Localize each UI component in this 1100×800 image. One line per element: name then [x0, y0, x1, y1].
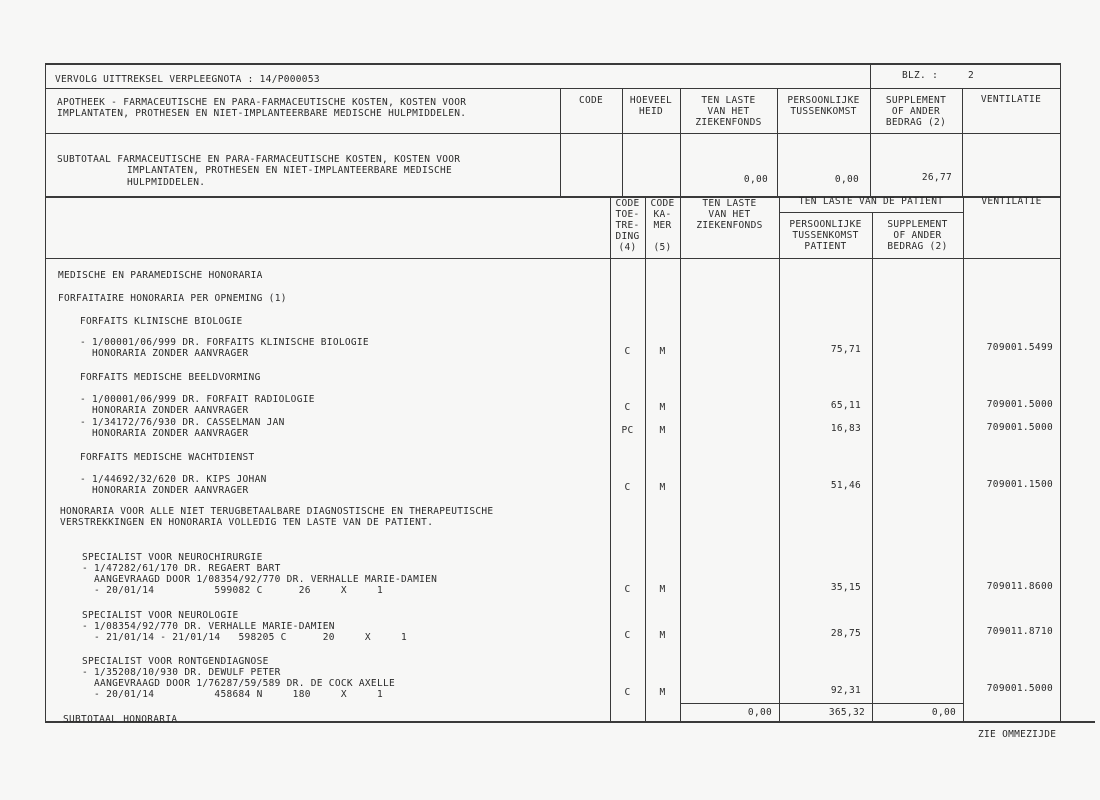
pharmacy-col-fund-1: TEN LASTE	[701, 95, 756, 106]
pharmacy-col-supplement-3: BEDRAG (2)	[885, 117, 947, 128]
col-ventilation: VENTILATIE	[981, 196, 1042, 207]
col-patient: TEN LASTE VAN DE PATIENT	[798, 196, 944, 207]
section-imaging: FORFAITS MEDISCHE BEELDVORMING	[80, 372, 261, 383]
row-personal: 16,83	[830, 423, 861, 434]
pharmacy-col-code: CODE	[578, 95, 604, 106]
pharmacy-col-fund-2: VAN HET	[707, 106, 750, 117]
page-number: 2	[968, 70, 975, 81]
row-ventilation: 709011.8710	[986, 626, 1053, 637]
section-medical: MEDISCHE EN PARAMEDISCHE HONORARIA	[58, 270, 263, 281]
row-room: M	[659, 402, 666, 413]
row-ventilation: 709011.8600	[986, 581, 1053, 592]
row-code: C	[624, 402, 631, 413]
row-code: C	[624, 346, 631, 357]
row-personal: 92,31	[830, 685, 861, 696]
pharmacy-col-personal-2: TUSSENKOMST	[790, 106, 857, 117]
pharmacy-col-fund-3: ZIEKENFONDS	[695, 117, 762, 128]
subtotal-honoraria-personal: 365,32	[828, 707, 865, 718]
row-room: M	[659, 425, 666, 436]
row-ventilation: 709001.5000	[986, 422, 1053, 433]
row-room: M	[659, 482, 666, 493]
subtotal-honoraria-label: SUBTOTAAL HONORARIA	[63, 714, 178, 725]
subtotal-honoraria-supplement: 0,00	[931, 707, 956, 718]
pharmacy-col-supplement-2: OF ANDER	[891, 106, 941, 117]
row-personal: 75,71	[830, 344, 861, 355]
page-label: BLZ. :	[902, 70, 939, 81]
section-on-call: FORFAITS MEDISCHE WACHTDIENST	[80, 452, 255, 463]
row-room: M	[659, 584, 666, 595]
pharmacy-col-ventilation: VENTILATIE	[980, 94, 1042, 105]
row-room: M	[659, 687, 666, 698]
row-code: PC	[621, 425, 634, 436]
turn-over-note: ZIE OMMEZIJDE	[978, 729, 1057, 740]
section-clin-bio: FORFAITS KLINISCHE BIOLOGIE	[80, 316, 243, 327]
row-room: M	[659, 630, 666, 641]
row-ventilation: 709001.5499	[986, 342, 1053, 353]
row-code: C	[624, 630, 631, 641]
pharmacy-subtotal-personal: 0,00	[834, 174, 859, 185]
document-title: VERVOLG UITTREKSEL VERPLEEGNOTA : 14/P000053	[55, 74, 320, 85]
pharmacy-col-supplement-1: SUPPLEMENT	[885, 95, 947, 106]
row-code: C	[624, 584, 631, 595]
row-ventilation: 709001.1500	[986, 479, 1053, 490]
row-code: C	[624, 482, 631, 493]
pharmacy-subtotal-supplement: 26,77	[921, 172, 952, 183]
row-personal: 35,15	[830, 582, 861, 593]
row-room: M	[659, 346, 666, 357]
row-ventilation: 709001.5000	[986, 683, 1053, 694]
row-ventilation: 709001.5000	[986, 399, 1053, 410]
pharmacy-col-qty-2: HEID	[638, 106, 664, 117]
pharmacy-col-qty-1: HOEVEEL	[629, 95, 673, 106]
row-personal: 51,46	[830, 480, 861, 491]
pharmacy-subtotal-fund: 0,00	[743, 174, 768, 185]
row-code: C	[624, 687, 631, 698]
row-personal: 28,75	[830, 628, 861, 639]
pharmacy-col-personal-1: PERSOONLIJKE	[787, 95, 860, 106]
subtotal-honoraria-fund: 0,00	[747, 707, 772, 718]
section-flat-fees: FORFAITAIRE HONORARIA PER OPNEMING (1)	[58, 293, 287, 304]
row-personal: 65,11	[830, 400, 861, 411]
